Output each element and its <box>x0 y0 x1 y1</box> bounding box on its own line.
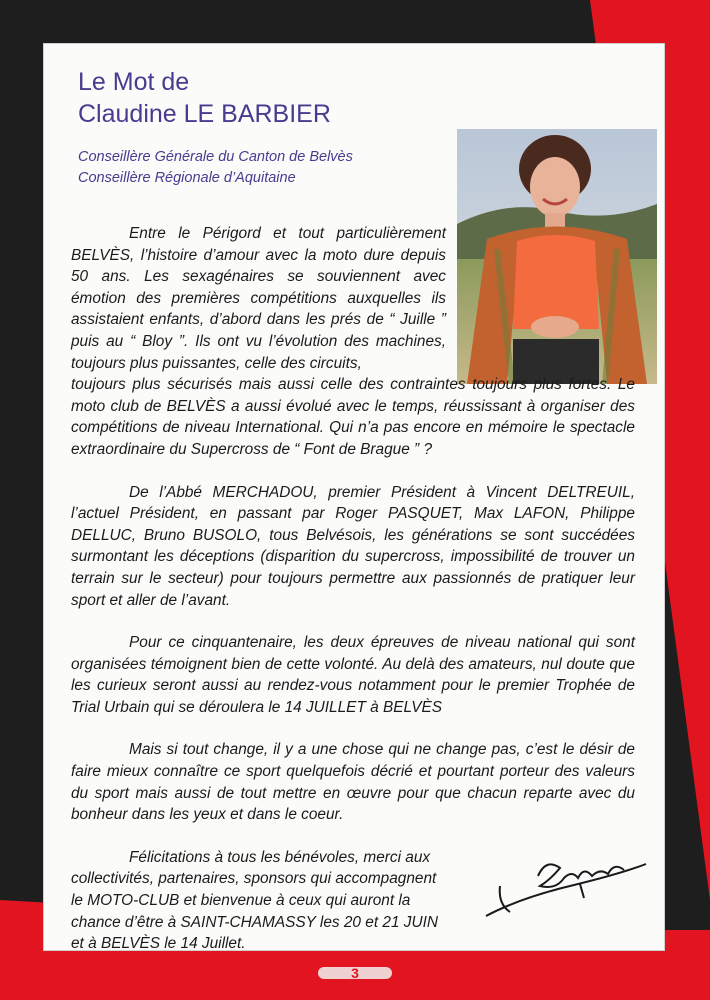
role-line-2: Conseillère Régionale d’Aquitaine <box>78 170 296 186</box>
author-roles <box>78 147 353 189</box>
role-line-1: Conseillère Générale du Canton de Belvès <box>78 149 353 165</box>
paragraph-1-start: Entre le Périgord et tout particulièrement BELVÈS, l’histoire d’amour avec la moto dure depuis 50 ans. Les sexagénaires se souviennent avec émotion des premières compétitions auxquelles ils assistaient enfants, d’abord dans les prés de “ Juille ” puis au “ Bloy ”. Ils ont vu l’évolution des machines, toujours plus puissantes, celle des circuits, <box>71 225 446 372</box>
paragraph-5: Félicitations à tous les bénévoles, merci aux collectivités, partenaires, sponsors qui accompagnent le MOTO-CLUB et bienvenue à ceux qui auront la chance d’être à SAINT-CHAMASSY les 20 et 21 JUIN et à BELVÈS le 14 Juillet. <box>71 848 438 953</box>
title-line-2: Claudine LE BARBIER <box>78 100 331 128</box>
title-line-1: Le Mot de <box>78 68 190 96</box>
paragraph-1-end: toujours plus sécurisés mais aussi celle des contraintes toujours plus fortes. Le moto club de BELVÈS a aussi évolué avec le temps, réussissant à organiser des compétitions de niveau International. Qui n’a pas encore en mémoire le spectacle extraordinaire du Supercross de “ Font de Brague ” ? <box>71 376 635 458</box>
letter-card <box>44 44 664 953</box>
page-title <box>78 66 331 130</box>
paragraph-2: De l’Abbé MERCHADOU, premier Président à Vincent DELTREUIL, l’actuel Président, en passant par Roger PASQUET, Max LAFON, Philippe DELLUC, Bruno BUSOLO, tous Belvésois, les générations se sont succédées surmontant les déceptions (disparition du supercross, impossibilité de trouver un terrain sur le secteur) pour toujours permettre aux passionnés de pratiquer leur sport et aller de l’avant. <box>71 483 635 609</box>
handwritten-signature <box>480 846 650 926</box>
paragraph-3: Pour ce cinquantenaire, les deux épreuves de niveau national qui sont organisées témoignent bien de cette volonté. Au delà des amateurs, nul doute que les curieux seront aussi au rendez-vous notamment pour le premier Trophée de Trial Urbain qui se déroulera le 14 JUILLET à BELVÈS <box>71 634 635 716</box>
page-number: 3 <box>318 963 392 983</box>
paragraph-4: Mais si tout change, il y a une chose qui ne change pas, c’est le désir de faire mieux connaître ce sport quelquefois décrié et pourtant porteur des valeurs du sport mais aussi de tout mettre en œuvre pour que chacun reparte avec du bonheur dans les yeux et dans le coeur. <box>71 741 635 824</box>
